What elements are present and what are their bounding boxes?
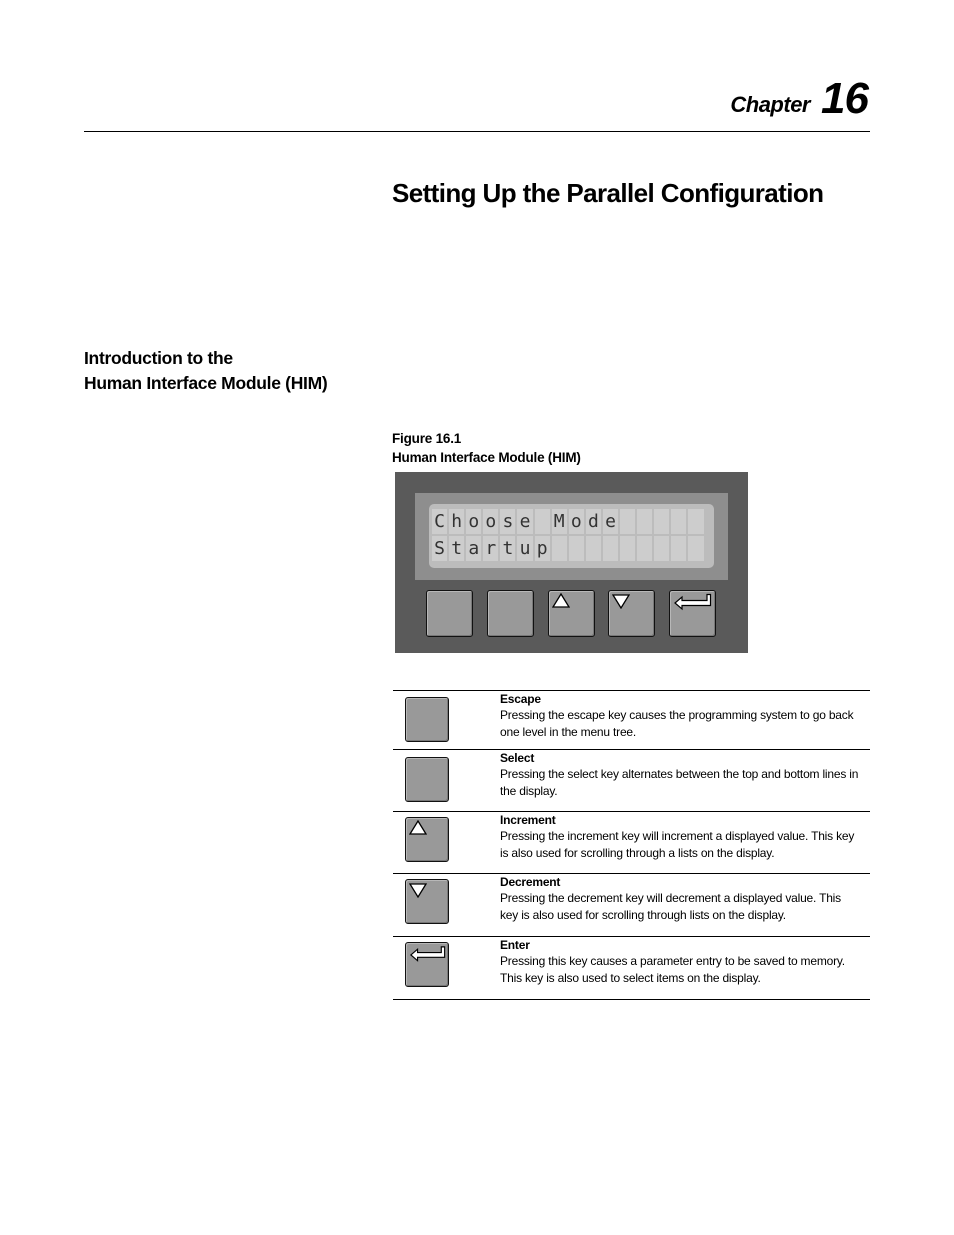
increment-key [548,590,595,637]
key-description-line2: is also used for scrolling through a lists on the display. [500,846,775,860]
key-description-line2: key is also used for scrolling through lists on the display. [500,908,786,922]
lcd-character-cell [637,509,652,534]
lcd-character-cell [603,536,618,561]
increment-key-icon [405,817,449,862]
chapter-divider [84,131,870,132]
table-row [393,691,870,750]
lcd-character-cell: C [432,509,447,534]
key-description-line2: This key is also used to select items on the display. [500,971,761,985]
key-description-line1: Pressing the increment key will increment a displayed value. This key [500,829,855,843]
lcd-character-cell: s [500,509,515,534]
lcd-character-cell: S [432,536,447,561]
up-triangle-icon [552,593,570,609]
enter-key [669,590,716,637]
decrement-key [608,590,655,637]
figure-number: Figure 16.1 [392,431,462,446]
key-text [500,692,866,741]
lcd-character-cell [688,536,703,561]
lcd-character-cell: h [449,509,464,534]
lcd-character-cell [552,536,567,561]
lcd-character-cell [671,536,686,561]
lcd-character-cell [620,536,635,561]
table-row [393,874,870,937]
lcd-character-cell [535,509,550,534]
lcd-character-cell: o [466,509,481,534]
decrement-key-icon [405,879,449,924]
key-text [500,938,866,987]
lcd-character-cell [654,536,669,561]
lcd-line-2 [432,536,704,561]
lcd-character-cell [586,536,601,561]
lcd-line-1 [432,509,704,534]
lcd-character-cell: t [500,536,515,561]
table-row [393,937,870,1000]
section-heading [84,346,327,396]
him-device-illustration [395,472,748,653]
lcd-character-cell: d [586,509,601,534]
section-heading-line2: Human Interface Module (HIM) [84,373,328,393]
key-description-table [393,690,870,1000]
key-description-line1: Pressing the escape key causes the programming system to go back [500,708,854,722]
lcd-character-cell: o [569,509,584,534]
select-key [487,590,534,637]
page-title: Setting Up the Parallel Configuration [392,178,824,208]
escape-key [426,590,473,637]
down-triangle-icon [612,593,630,609]
lcd-character-cell: r [483,536,498,561]
key-name: Select [500,751,535,765]
enter-arrow-icon [673,593,713,611]
lcd-character-cell: o [483,509,498,534]
lcd-character-cell [620,509,635,534]
lcd-character-cell: M [552,509,567,534]
lcd-character-cell: u [517,536,532,561]
key-description-line1: Pressing the select key alternates between the top and bottom lines in [500,767,859,781]
chapter-label: Chapter [730,92,810,117]
key-name: Enter [500,938,530,952]
enter-key-icon [405,942,449,987]
lcd-character-cell [637,536,652,561]
down-triangle-icon [409,882,427,898]
lcd-character-cell: a [466,536,481,561]
lcd-character-cell: e [517,509,532,534]
key-name: Decrement [500,875,561,889]
key-text [500,813,866,862]
lcd-character-cell [688,509,703,534]
lcd-bezel [415,493,728,580]
key-description-line1: Pressing this key causes a parameter entry to be saved to memory. [500,954,845,968]
key-description-line2: the display. [500,784,558,798]
key-text [500,875,866,924]
lcd-display [429,504,714,568]
key-description-line1: Pressing the decrement key will decrement a displayed value. This [500,891,841,905]
chapter-number: 16 [821,74,868,123]
escape-key-icon [405,697,449,742]
key-name: Increment [500,813,556,827]
lcd-character-cell [654,509,669,534]
key-description-line2: one level in the menu tree. [500,725,637,739]
lcd-character-cell [671,509,686,534]
enter-arrow-icon [409,945,447,963]
table-row [393,812,870,874]
lcd-character-cell: t [449,536,464,561]
lcd-character-cell [569,536,584,561]
lcd-character-cell: e [603,509,618,534]
select-key-icon [405,757,449,802]
key-name: Escape [500,692,541,706]
up-triangle-icon [409,820,427,836]
key-text [500,751,866,800]
lcd-character-cell: p [535,536,550,561]
table-row [393,750,870,812]
figure-caption: Human Interface Module (HIM) [392,450,581,465]
section-heading-line1: Introduction to the [84,348,233,368]
